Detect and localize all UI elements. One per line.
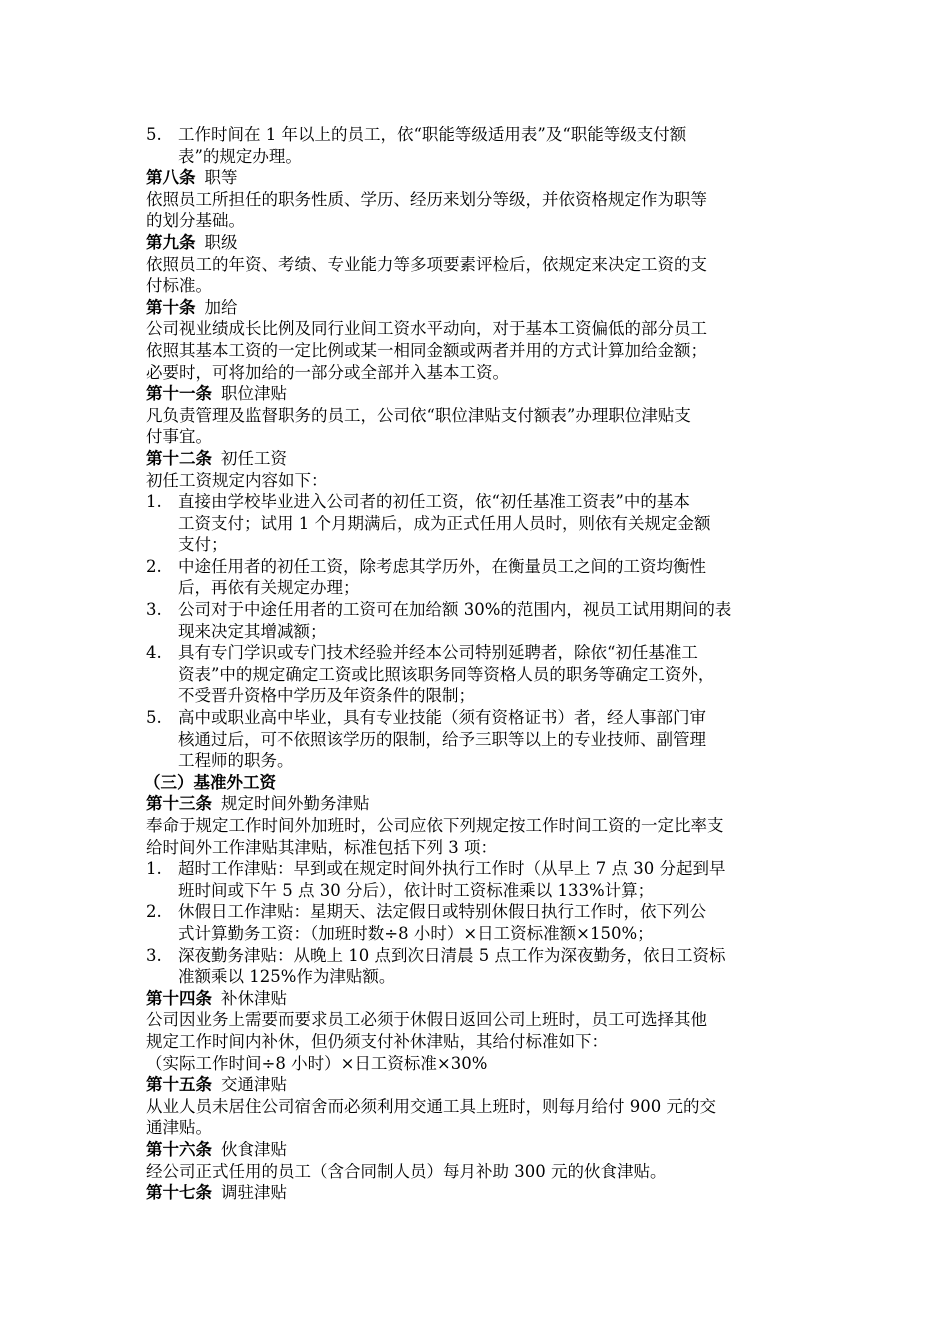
paragraph-line: 付事宜。 xyxy=(146,427,212,447)
list-item-number: 2. xyxy=(146,902,162,922)
paragraph xyxy=(146,405,806,448)
article-number: 第十七条 xyxy=(146,1183,212,1203)
list-item-number: 3. xyxy=(146,600,162,620)
list-item-line: 班时间或下午 5 点 30 分后），依计时工资标准乘以 133%计算； xyxy=(178,880,655,900)
list-item-line: 后，再依有关规定办理； xyxy=(178,578,360,598)
list-item xyxy=(146,124,806,167)
article-heading xyxy=(146,297,806,319)
list-item-line: 超时工作津贴：早到或在规定时间外执行工作时（从早上 7 点 30 分起到早 xyxy=(178,859,726,879)
paragraph xyxy=(146,1161,806,1183)
paragraph-line: 通津贴。 xyxy=(146,1118,212,1138)
list-item xyxy=(146,599,806,642)
list-item-number: 5. xyxy=(146,125,162,144)
article-title: 规定时间外勤务津贴 xyxy=(221,794,370,814)
article-heading xyxy=(146,1074,806,1096)
list-item-line: 式计算勤务工资：（加班时数÷8 小时）×日工资标准额×150%； xyxy=(178,923,654,943)
article-number: 第九条 xyxy=(146,232,196,252)
article-heading xyxy=(146,167,806,189)
list-item-line: 支付； xyxy=(178,535,228,555)
list-item-line: 工程师的职务。 xyxy=(178,751,294,771)
list-item xyxy=(146,901,806,944)
article-number: 第八条 xyxy=(146,168,196,188)
paragraph-line: 经公司正式任用的员工（含合同制人员）每月补助 300 元的伙食津贴。 xyxy=(146,1161,667,1181)
list-item-number: 1. xyxy=(146,492,162,512)
article-title: 调驻津贴 xyxy=(221,1183,287,1203)
paragraph-line: 依照员工所担任的职务性质、学历、经历来划分等级，并依资格规定作为职等 xyxy=(146,189,707,209)
list-item-line: 准额乘以 125%作为津贴额。 xyxy=(178,967,396,987)
paragraph-line: 必要时，可将加给的一部分或全部并入基本工资。 xyxy=(146,362,509,382)
list-item-line: 深夜勤务津贴：从晚上 10 点到次日清晨 5 点工作为深夜勤务，依日工资标 xyxy=(178,945,726,965)
list-item-number: 1. xyxy=(146,859,162,879)
article-title: 补休津贴 xyxy=(221,988,287,1008)
list-item-line: 不受晋升资格中学历及年资条件的限制； xyxy=(178,686,475,706)
paragraph xyxy=(146,1096,806,1139)
paragraph-line: 初任工资规定内容如下： xyxy=(146,470,328,490)
list-item-line: 具有专门学识或专门技术经验并经本公司特别延聘者，除依“初任基准工 xyxy=(178,643,698,663)
list-item-number: 2. xyxy=(146,556,162,576)
list-item-line: 中途任用者的初任工资，除考虑其学历外，在衡量员工之间的工资均衡性 xyxy=(178,556,706,576)
paragraph xyxy=(146,470,806,492)
list-item-line: 工资支付；试用 1 个月期满后，成为正式任用人员时，则依有关规定金额 xyxy=(178,513,711,533)
article-number: 第十五条 xyxy=(146,1075,212,1095)
list-item xyxy=(146,707,806,772)
list-item-line: 核通过后，可不依照该学历的限制，给予三职等以上的专业技师、副管理 xyxy=(178,729,706,749)
paragraph-line: 凡负责管理及监督职务的员工，公司依“职位津贴支付额表”办理职位津贴支 xyxy=(146,405,691,425)
article-number: 第十一条 xyxy=(146,384,212,404)
article-heading xyxy=(146,383,806,405)
article-number: 第十四条 xyxy=(146,988,212,1008)
article-number: 第十六条 xyxy=(146,1139,212,1159)
list-item-number: 4. xyxy=(146,643,162,663)
article-number: 第十条 xyxy=(146,297,196,317)
paragraph-line: 奉命于规定工作时间外加班时，公司应依下列规定按工作时间工资的一定比率支 xyxy=(146,816,724,835)
list-item-line: 直接由学校毕业进入公司者的初任工资，依“初任基准工资表”中的基本 xyxy=(178,492,690,512)
article-heading xyxy=(146,448,806,470)
article-title: 伙食津贴 xyxy=(221,1139,287,1159)
article-heading xyxy=(146,793,806,815)
paragraph-line: 从业人员未居住公司宿舍而必须利用交通工具上班时，则每月给付 900 元的交 xyxy=(146,1096,716,1116)
paragraph-line: 付标准。 xyxy=(146,276,212,296)
article-number: 第十二条 xyxy=(146,448,212,468)
list-item xyxy=(146,556,806,599)
paragraph xyxy=(146,815,806,858)
article-title: 初任工资 xyxy=(221,448,287,468)
list-item-line: 公司对于中途任用者的工资可在加给额 30%的范围内，视员工试用期间的表 xyxy=(178,600,732,620)
article-title: 加给 xyxy=(204,297,238,317)
article-title: 职位津贴 xyxy=(221,384,287,404)
article-number: 第十三条 xyxy=(146,794,212,814)
list-item-line: 资表”中的规定确定工资或比照该职务同等资格人员的职务等确定工资外， xyxy=(178,664,715,684)
list-item-number: 5. xyxy=(146,708,162,728)
list-item-line: 休假日工作津贴：星期天、法定假日或特别休假日执行工作时，依下列公 xyxy=(178,902,706,922)
paragraph xyxy=(146,189,806,232)
article-heading xyxy=(146,1139,806,1161)
article-heading xyxy=(146,988,806,1010)
section-heading: （三）基准外工资 xyxy=(144,772,276,792)
list-item-line: 表”的规定办理。 xyxy=(178,146,302,166)
paragraph-line: 依照员工的年资、考绩、专业能力等多项要素评检后，依规定来决定工资的支 xyxy=(146,254,707,274)
paragraph-line: 的划分基础。 xyxy=(146,211,245,231)
paragraph xyxy=(146,254,806,297)
article-title: 职等 xyxy=(204,168,238,188)
paragraph xyxy=(146,1009,806,1074)
paragraph-line: 给时间外工作津贴其津贴，标准包括下列 3 项： xyxy=(146,837,497,857)
list-item xyxy=(146,858,806,901)
paragraph-line: 规定工作时间内补休，但仍须支付补休津贴，其给付标准如下： xyxy=(146,1031,608,1051)
list-item-line: 高中或职业高中毕业，具有专业技能（须有资格证书）者，经人事部门审 xyxy=(178,708,706,728)
article-heading xyxy=(146,232,806,254)
document-page xyxy=(146,124,806,1204)
article-title: 职级 xyxy=(204,232,238,252)
list-item-line: 工作时间在 1 年以上的员工，依“职能等级适用表”及“职能等级支付额 xyxy=(178,125,687,144)
list-item-line: 现来决定其增减额； xyxy=(178,621,327,641)
article-title: 交通津贴 xyxy=(221,1075,287,1095)
paragraph xyxy=(146,318,806,383)
article-heading xyxy=(146,1182,806,1204)
paragraph-line: 依照其基本工资的一定比例或某一相同金额或两者并用的方式计算加给金额； xyxy=(146,340,707,360)
list-item xyxy=(146,491,806,556)
list-item xyxy=(146,945,806,988)
paragraph-line: 公司视业绩成长比例及同行业间工资水平动向，对于基本工资偏低的部分员工 xyxy=(146,319,707,339)
list-item-number: 3. xyxy=(146,945,162,965)
paragraph-line: 公司因业务上需要而要求员工必须于休假日返回公司上班时，员工可选择其他 xyxy=(146,1010,707,1030)
paragraph-line: （实际工作时间÷8 小时）×日工资标准×30% xyxy=(146,1053,488,1073)
list-item xyxy=(146,642,806,707)
